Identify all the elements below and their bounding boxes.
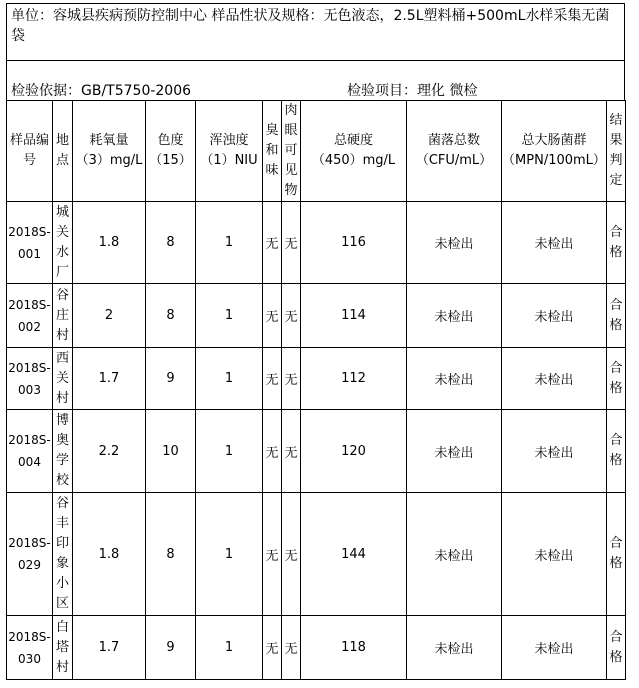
basis-header	[6, 60, 625, 100]
table-row	[7, 202, 626, 284]
visible-cell: 无	[282, 410, 301, 493]
sample-no-cell: 2018S- 003	[7, 348, 53, 410]
col-result: 结果判定	[607, 101, 626, 202]
colony-cell: 未检出	[407, 410, 502, 493]
col-location: 地点	[53, 101, 73, 202]
color-cell: 8	[146, 284, 196, 348]
visible-cell: 无	[282, 202, 301, 284]
result-cell: 合格	[607, 410, 626, 493]
odor-cell: 无	[263, 616, 282, 680]
visible-cell: 无	[282, 348, 301, 410]
hardness-cell: 118	[301, 616, 407, 680]
cod-cell: 1.7	[73, 616, 146, 680]
col-colony: 菌落总数 （CFU/mL）	[407, 101, 502, 202]
visible-cell: 无	[282, 616, 301, 680]
odor-cell: 无	[263, 410, 282, 493]
colony-cell: 未检出	[407, 493, 502, 616]
col-turbidity: 浑浊度 （1）NIU	[196, 101, 263, 202]
col-color: 色度 （15）	[146, 101, 196, 202]
table-row	[7, 348, 626, 410]
location-cell: 谷丰印象小区	[53, 493, 73, 616]
odor-cell: 无	[263, 348, 282, 410]
color-cell: 10	[146, 410, 196, 493]
color-cell: 8	[146, 202, 196, 284]
sample-no-cell: 2018S- 001	[7, 202, 53, 284]
cod-cell: 2	[73, 284, 146, 348]
turbidity-cell: 1	[196, 284, 263, 348]
colony-cell: 未检出	[407, 284, 502, 348]
sample-no-cell: 2018S- 004	[7, 410, 53, 493]
turbidity-cell: 1	[196, 348, 263, 410]
turbidity-cell: 1	[196, 410, 263, 493]
result-cell: 合格	[607, 202, 626, 284]
coliform-cell: 未检出	[502, 202, 607, 284]
table-row	[7, 410, 626, 493]
table-row	[7, 284, 626, 348]
colony-cell: 未检出	[407, 348, 502, 410]
colony-cell: 未检出	[407, 202, 502, 284]
table-row	[7, 493, 626, 616]
col-sample-no: 样品编号	[7, 101, 53, 202]
col-hardness: 总硬度 （450）mg/L	[301, 101, 407, 202]
cod-cell: 1.7	[73, 348, 146, 410]
hardness-cell: 114	[301, 284, 407, 348]
col-cod: 耗氧量 （3）mg/L	[73, 101, 146, 202]
coliform-cell: 未检出	[502, 410, 607, 493]
turbidity-cell: 1	[196, 616, 263, 680]
location-cell: 西关村	[53, 348, 73, 410]
color-cell: 8	[146, 493, 196, 616]
result-cell: 合格	[607, 284, 626, 348]
result-cell: 合格	[607, 348, 626, 410]
location-cell: 博奥学校	[53, 410, 73, 493]
hardness-cell: 112	[301, 348, 407, 410]
hardness-cell: 116	[301, 202, 407, 284]
report-sheet	[6, 3, 625, 680]
color-cell: 9	[146, 616, 196, 680]
table-header-row	[7, 101, 626, 202]
hardness-cell: 120	[301, 410, 407, 493]
odor-cell: 无	[263, 202, 282, 284]
colony-cell: 未检出	[407, 616, 502, 680]
cod-cell: 1.8	[73, 493, 146, 616]
coliform-cell: 未检出	[502, 348, 607, 410]
col-visible: 肉眼可见物	[282, 101, 301, 202]
cod-cell: 1.8	[73, 202, 146, 284]
coliform-cell: 未检出	[502, 616, 607, 680]
table-row	[7, 616, 626, 680]
col-coliform: 总大肠菌群 （MPN/100mL）	[502, 101, 607, 202]
sample-no-cell: 2018S- 030	[7, 616, 53, 680]
result-cell: 合格	[607, 616, 626, 680]
coliform-cell: 未检出	[502, 493, 607, 616]
hardness-cell: 144	[301, 493, 407, 616]
location-cell: 谷庄村	[53, 284, 73, 348]
location-cell: 城关水厂	[53, 202, 73, 284]
col-odor: 臭和味	[263, 101, 282, 202]
test-items: 检验项目：理化 微检	[347, 83, 478, 99]
color-cell: 9	[146, 348, 196, 410]
sample-no-cell: 2018S- 002	[7, 284, 53, 348]
visible-cell: 无	[282, 493, 301, 616]
coliform-cell: 未检出	[502, 284, 607, 348]
unit-header	[6, 3, 625, 60]
sample-no-cell: 2018S- 029	[7, 493, 53, 616]
odor-cell: 无	[263, 493, 282, 616]
turbidity-cell: 1	[196, 202, 263, 284]
result-cell: 合格	[607, 493, 626, 616]
location-cell: 白塔村	[53, 616, 73, 680]
visible-cell: 无	[282, 284, 301, 348]
unit-line: 单位：容城县疾病预防控制中心 样品性状及规格：无色液态，2.5L塑料桶+500mL水样采集无菌袋	[11, 8, 610, 44]
results-table	[6, 100, 626, 680]
cod-cell: 2.2	[73, 410, 146, 493]
test-basis: 检验依据：GB/T5750-2006	[11, 83, 192, 99]
odor-cell: 无	[263, 284, 282, 348]
turbidity-cell: 1	[196, 493, 263, 616]
